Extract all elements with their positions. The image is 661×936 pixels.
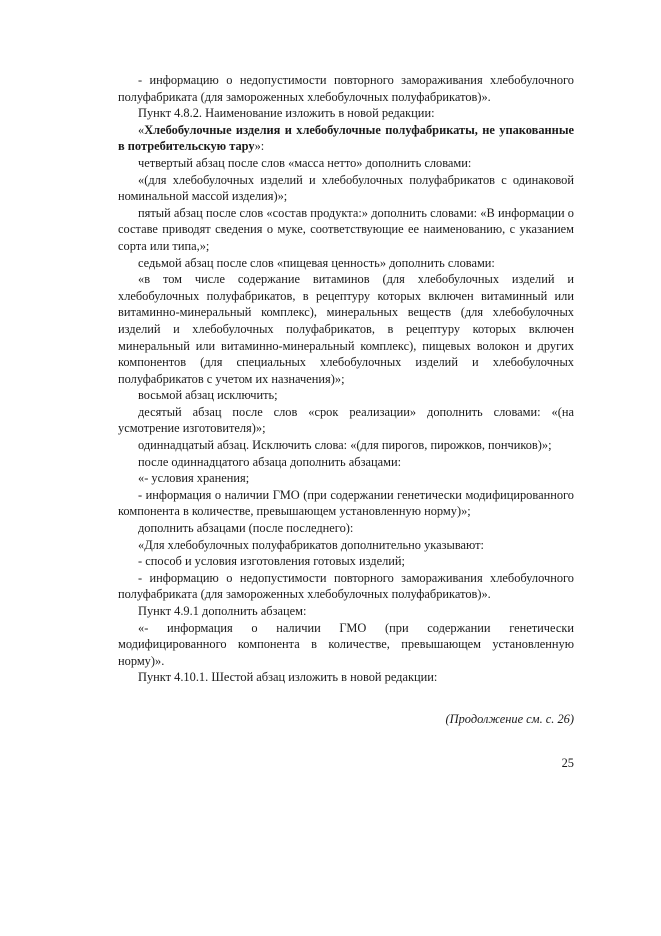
continuation-note: (Продолжение см. с. 26) — [445, 712, 574, 726]
paragraph: Пункт 4.8.2. Наименование изложить в новой редакции: — [138, 106, 435, 121]
paragraph: «- условия хранения; — [138, 471, 250, 486]
body-text — [118, 72, 574, 686]
quote-close: »: — [254, 139, 265, 154]
paragraph: четвертый абзац после слов «масса нетто» дополнить словами: — [138, 155, 472, 170]
paragraph: - информацию о недопустимости повторного замораживания хлебобулочного полуфабриката (для замороженных хлебобулочных полуфабрикатов)». — [118, 73, 574, 104]
paragraph-bold-heading — [118, 122, 574, 155]
paragraph: «в том числе содержание витаминов (для хлебобулочных изделий и хлебобулочных полуфабрикатов, в рецептуру которых включен витаминный или витаминно-минеральный комплекс), минеральных веществ (для хлебобулочных изделий и хлебобулочных полуфабрикатов, в рецептуру которых включен минеральный или витаминно-минеральный комплекс), пищевых волокон и других компонентов (для специальных хлебобулочных изделий и хлебобулочных полуфабрикатов с учетом их назначения)»; — [118, 272, 574, 386]
paragraph: десятый абзац после слов «срок реализации» дополнить словами: «(на усмотрение изготовителя)»; — [118, 404, 574, 436]
paragraph: седьмой абзац после слов «пищевая ценность» дополнить словами: — [138, 255, 495, 270]
paragraph: - информацию о недопустимости повторного замораживания хлебобулочного полуфабриката (для замороженных хлебобулочных полуфабрикатов)». — [118, 570, 574, 602]
paragraph: - способ и условия изготовления готовых изделий; — [138, 554, 405, 569]
bold-heading-text: Хлебобулочные изделия и хлебобулочные полуфабрикаты, не упакованные в потребительскую тару — [118, 122, 574, 154]
paragraph: «- информация о наличии ГМО (при содержании генетически модифицированного компонента в количестве, превышающем установленную норму)». — [118, 620, 574, 668]
paragraph: дополнить абзацами (после последнего): — [138, 521, 354, 536]
paragraph: после одиннадцатого абзаца дополнить абзацами: — [138, 454, 402, 469]
paragraph: «Для хлебобулочных полуфабрикатов дополнительно указывают: — [138, 537, 484, 552]
quote-open: « — [138, 122, 145, 137]
paragraph: Пункт 4.9.1 дополнить абзацем: — [138, 604, 307, 618]
page-number: 25 — [561, 756, 574, 770]
paragraph: - информация о наличии ГМО (при содержании генетически модифицированного компонента в количестве, превышающем установленную норму)»; — [118, 487, 574, 519]
paragraph: восьмой абзац исключить; — [138, 388, 278, 403]
paragraph: «(для хлебобулочных изделий и хлебобулочных полуфабрикатов с одинаковой номинальной массой изделия)»; — [118, 172, 574, 204]
paragraph: одиннадцатый абзац. Исключить слова: «(для пирогов, пирожков, пончиков)»; — [138, 438, 552, 453]
paragraph: Пункт 4.10.1. Шестой абзац изложить в новой редакции: — [138, 670, 438, 685]
paragraph: пятый абзац после слов «состав продукта:» дополнить словами: «В информации о составе приводят сведения о муке, соответствующие ее наименованию, с указанием сорта или типа,»; — [118, 205, 574, 253]
